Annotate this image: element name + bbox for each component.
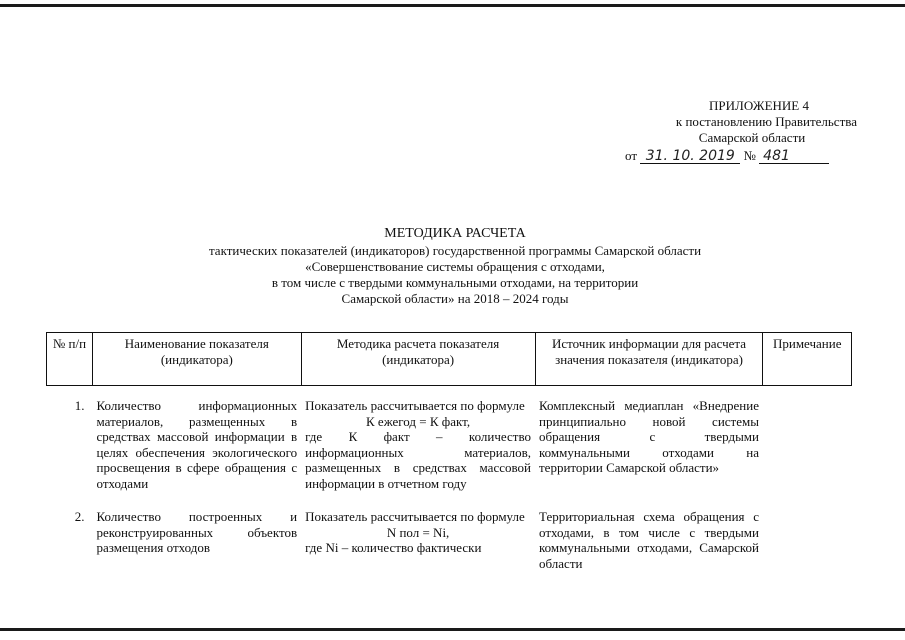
heading-line-2: «Совершенствование системы обращения с отходами, [305, 259, 605, 274]
header-method: Методика расчета показателя (индикатора) [301, 333, 535, 386]
scan-bottom-border [0, 628, 905, 631]
row-2-method-intro: Показатель рассчитывается по формуле [305, 509, 525, 524]
row-2-note [763, 491, 852, 571]
indicators-table [46, 332, 852, 571]
header-note: Примечание [763, 333, 852, 386]
row-2-num: 2. [74, 509, 85, 524]
document-title: МЕТОДИКА РАСЧЕТА [384, 226, 526, 241]
heading-line-3: в том числе с твердыми коммунальными отходами, на территории [271, 275, 639, 290]
number-prefix: № [743, 148, 756, 163]
appendix-line-2: Самарской области [698, 130, 806, 145]
row-1-method-rest: где К факт – количество информационных материалов, размещенных в средствах массовой информации в отчетном году [305, 429, 531, 491]
row-1-num: 1. [74, 398, 85, 413]
row-2-source: Территориальная схема обращения с отходами, в том числе с твердыми коммунальными отходами, Самарской области [539, 509, 759, 571]
row-2-name: Количество построенных и реконструированных объектов размещения отходов [96, 509, 298, 555]
date-prefix: от [625, 148, 638, 163]
row-1-source: Комплексный медиаплан «Внедрение принципиально новой системы обращения с твердыми коммунальными отходами на территории Самарской области» [539, 398, 759, 475]
row-1-note [763, 386, 852, 492]
document-heading [130, 226, 780, 307]
row-2-formula: N пол = Ni, [386, 524, 450, 540]
heading-line-4: Самарской области» на 2018 – 2024 годы [341, 291, 569, 306]
handwritten-number: 481 [759, 149, 829, 164]
heading-line-1: тактических показателей (индикаторов) государственной программы Самарской области [208, 243, 702, 258]
row-1-method-intro: Показатель рассчитывается по формуле [305, 398, 525, 413]
table-row [47, 386, 852, 492]
row-1-method [301, 386, 535, 492]
handwritten-date: 31. 10. 2019 [640, 149, 740, 164]
row-1-formula: К ежегод = К факт, [366, 413, 471, 429]
appendix-date-line [617, 148, 857, 164]
row-1-name: Количество информационных материалов, размещенных в средствах массовой информации в целях обеспечения экологического просвещения в сфере обращения с отходами [96, 398, 298, 491]
scan-top-border [0, 4, 905, 7]
appendix-line-1: к постановлению Правительства [675, 114, 857, 129]
table-row [47, 491, 852, 571]
appendix-block [617, 98, 857, 164]
header-name: Наименование показателя (индикатора) [93, 333, 302, 386]
header-num: № п/п [47, 333, 93, 386]
appendix-title: ПРИЛОЖЕНИЕ 4 [709, 98, 809, 113]
row-2-method-rest: где Ni – количество фактически [305, 540, 482, 555]
row-2-method [301, 491, 535, 571]
table-header-row [47, 333, 852, 386]
header-source: Источник информации для расчета значения показателя (индикатора) [535, 333, 763, 386]
